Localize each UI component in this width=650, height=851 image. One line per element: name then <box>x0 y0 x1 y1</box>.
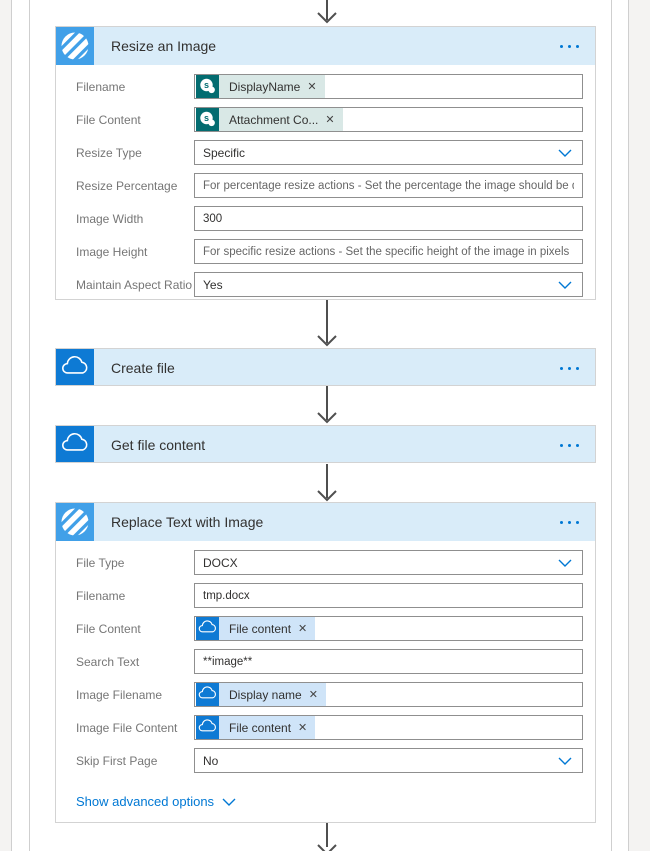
field-row-maintain-aspect-ratio <box>76 272 583 297</box>
left-gutter <box>0 0 11 851</box>
field-label: Search Text <box>76 654 140 669</box>
svg-text:s: s <box>203 113 210 124</box>
sharepoint-icon <box>196 75 219 98</box>
resize-type-select[interactable]: Specific <box>194 140 583 165</box>
skip-first-page-select[interactable]: No <box>194 748 583 773</box>
image-width-input-box <box>194 206 583 231</box>
card-title: Resize an Image <box>111 38 217 54</box>
chevron-down-icon <box>558 559 572 567</box>
card-title: Replace Text with Image <box>111 514 264 530</box>
field-row-image-file-content <box>76 715 583 740</box>
field-label: File Content <box>76 621 141 636</box>
field-row-resize-type <box>76 140 583 165</box>
image-width-input[interactable] <box>195 207 582 230</box>
card-title: Create file <box>111 360 175 376</box>
show-advanced-options-link[interactable]: Show advanced options <box>76 794 236 809</box>
connector-arrow <box>314 823 340 851</box>
field-row-resize-percentage <box>76 173 583 198</box>
filename-input-box <box>194 583 583 608</box>
image-filename-input[interactable] <box>194 682 583 707</box>
image-height-input-box <box>194 239 583 264</box>
dynamic-token[interactable] <box>196 716 315 739</box>
file-content-input[interactable] <box>194 107 583 132</box>
more-actions-icon[interactable] <box>558 438 581 453</box>
field-row-image-width <box>76 206 583 231</box>
scope-border-outer-left <box>11 0 12 851</box>
card-body <box>56 541 595 815</box>
resize-percentage-input[interactable] <box>195 174 582 197</box>
field-label: Maintain Aspect Ratio <box>76 277 193 292</box>
more-actions-icon[interactable] <box>558 39 581 54</box>
maintain-aspect-ratio-select[interactable]: Yes <box>194 272 583 297</box>
action-card-get-file-content <box>55 425 596 463</box>
token-label: File content <box>229 621 292 636</box>
svg-text:s: s <box>203 80 210 91</box>
field-row-file-type <box>76 550 583 575</box>
connector-arrow <box>314 0 340 24</box>
scope-border-inner-left <box>29 0 30 851</box>
image-file-content-input[interactable] <box>194 715 583 740</box>
field-label: Filename <box>76 79 126 94</box>
field-label: Image Height <box>76 244 148 259</box>
onedrive-icon <box>196 683 219 706</box>
field-row-image-filename <box>76 682 583 707</box>
onedrive-icon <box>196 617 219 640</box>
connector-arrow <box>314 464 340 502</box>
image-height-input[interactable] <box>195 240 582 263</box>
remove-token-icon[interactable]: ✕ <box>325 114 335 126</box>
action-card-replace-text-with-image <box>55 502 596 823</box>
image-functions-icon <box>56 27 94 65</box>
connector-arrow <box>314 300 340 347</box>
chevron-down-icon <box>222 798 236 806</box>
search-text-input-box <box>194 649 583 674</box>
field-row-file-content <box>76 107 583 132</box>
action-card-create-file <box>55 348 596 386</box>
card-title: Get file content <box>111 437 206 453</box>
field-row-filename <box>76 74 583 99</box>
field-row-image-height <box>76 239 583 264</box>
scope-border-outer-right <box>628 0 629 851</box>
sharepoint-icon <box>196 108 219 131</box>
filename-input[interactable] <box>195 584 582 607</box>
dynamic-token[interactable] <box>196 683 326 706</box>
dynamic-token[interactable] <box>196 617 315 640</box>
card-header[interactable] <box>56 503 595 541</box>
connector-arrow <box>314 386 340 424</box>
card-header[interactable] <box>56 349 595 386</box>
filename-input[interactable] <box>194 74 583 99</box>
onedrive-icon <box>196 716 219 739</box>
field-label: Filename <box>76 588 126 603</box>
file-type-select[interactable]: DOCX <box>194 550 583 575</box>
token-label: DisplayName <box>229 79 301 94</box>
field-row-skip-first-page <box>76 748 583 773</box>
field-row-search-text <box>76 649 583 674</box>
token-label: Display name <box>229 687 302 702</box>
dynamic-token[interactable] <box>196 75 325 98</box>
remove-token-icon[interactable]: ✕ <box>298 722 308 734</box>
card-body <box>56 65 595 300</box>
field-row-filename <box>76 583 583 608</box>
card-header[interactable] <box>56 27 595 65</box>
scope-border-inner-right <box>611 0 612 851</box>
action-card-resize-an-image <box>55 26 596 300</box>
token-label: File content <box>229 720 292 735</box>
resize-percentage-input-box <box>194 173 583 198</box>
image-functions-icon <box>56 503 94 541</box>
chevron-down-icon <box>558 281 572 289</box>
field-label: Resize Type <box>76 145 142 160</box>
remove-token-icon[interactable]: ✕ <box>298 623 308 635</box>
remove-token-icon[interactable]: ✕ <box>307 81 317 93</box>
field-row-file-content <box>76 616 583 641</box>
more-actions-icon[interactable] <box>558 361 581 376</box>
field-label: Image Width <box>76 211 144 226</box>
onedrive-icon <box>56 426 94 463</box>
dynamic-token[interactable] <box>196 108 343 131</box>
right-gutter <box>628 0 650 851</box>
onedrive-icon <box>56 349 94 386</box>
field-label: Resize Percentage <box>76 178 178 193</box>
field-label: Skip First Page <box>76 753 158 768</box>
card-header[interactable] <box>56 426 595 463</box>
field-label: Image Filename <box>76 687 163 702</box>
chevron-down-icon <box>558 149 572 157</box>
token-label: Attachment Co... <box>229 112 319 127</box>
file-content-input[interactable] <box>194 616 583 641</box>
more-actions-icon[interactable] <box>558 515 581 530</box>
chevron-down-icon <box>558 757 572 765</box>
field-label: File Type <box>76 555 125 570</box>
remove-token-icon[interactable]: ✕ <box>308 689 318 701</box>
field-label: File Content <box>76 112 141 127</box>
field-label: Image File Content <box>76 720 178 735</box>
search-text-input[interactable] <box>195 650 582 673</box>
